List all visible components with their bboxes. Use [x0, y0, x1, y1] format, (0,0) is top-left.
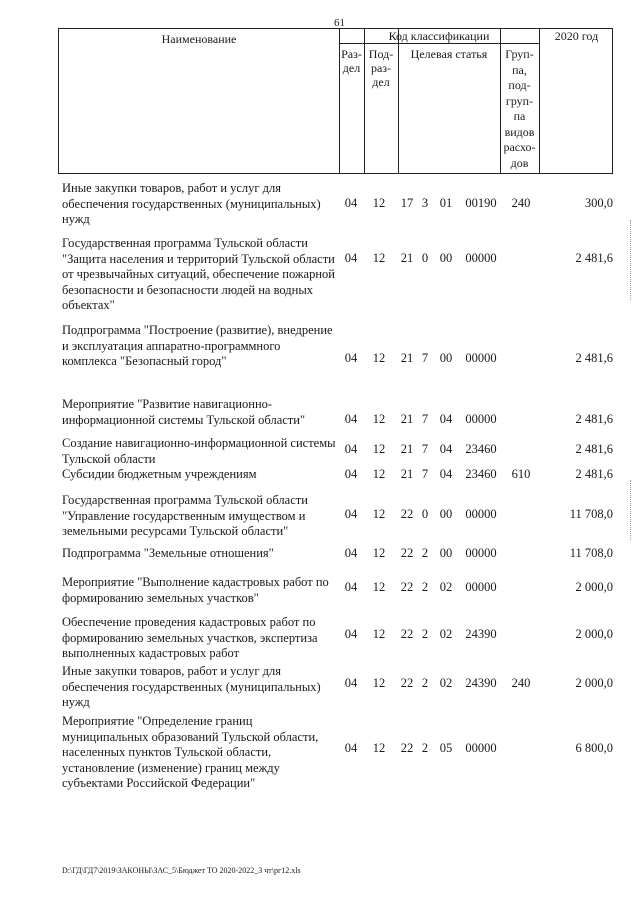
- row-code-pr: 12: [372, 467, 386, 481]
- row-code-c3: 00: [439, 507, 453, 521]
- row-amount: 6 800,0: [575, 741, 613, 755]
- row-code-rz: 04: [344, 507, 358, 521]
- row-code-rz: 04: [344, 546, 358, 560]
- row-amount: 2 481,6: [575, 442, 613, 456]
- row-code-c4: 24390: [465, 676, 497, 690]
- row-amount: 2 481,6: [575, 412, 613, 426]
- row-code-pr: 12: [372, 741, 386, 755]
- row-code-c3: 04: [439, 467, 453, 481]
- row-code-c2: 2: [421, 546, 429, 560]
- row-amount: 2 481,6: [575, 351, 613, 365]
- row-amount: 2 000,0: [575, 580, 613, 594]
- row-code-c2: 0: [421, 251, 429, 265]
- row-code-c2: 2: [421, 741, 429, 755]
- row-code-c4: 00000: [465, 251, 497, 265]
- row-code-rz: 04: [344, 627, 358, 641]
- row-code-rz: 04: [344, 251, 358, 265]
- scan-mark: [630, 480, 632, 540]
- row-code-c3: 00: [439, 251, 453, 265]
- row-code-c4: 00000: [465, 507, 497, 521]
- row-code-c1: 21: [400, 251, 414, 265]
- row-code-rz: 04: [344, 467, 358, 481]
- row-name: Мероприятие "Развитие навигационно-информационной системы Тульской области": [62, 397, 306, 427]
- row-code-c1: 22: [400, 546, 414, 560]
- row-code-c3: 00: [439, 546, 453, 560]
- row-amount: 300,0: [584, 196, 613, 210]
- row-code-c4: 23460: [465, 467, 497, 481]
- row-amount: 11 708,0: [569, 546, 613, 560]
- row-name: Мероприятие "Выполнение кадастровых работ по формированию земельных участков": [62, 575, 329, 605]
- row-code-rz: 04: [344, 442, 358, 456]
- row-name: Создание навигационно-информационной системы Тульской области: [62, 436, 336, 466]
- row-code-c2: 2: [421, 627, 429, 641]
- row-code-c4: 23460: [465, 442, 497, 456]
- row-code-c1: 22: [400, 676, 414, 690]
- row-code-c1: 21: [400, 351, 414, 365]
- row-code-pr: 12: [372, 442, 386, 456]
- row-code-c3: 02: [439, 627, 453, 641]
- row-code-pr: 12: [372, 627, 386, 641]
- row-code-c3: 01: [439, 196, 453, 210]
- row-code-pr: 12: [372, 251, 386, 265]
- row-amount: 2 481,6: [575, 251, 613, 265]
- row-code-vr: 240: [511, 676, 531, 690]
- row-code-c3: 02: [439, 580, 453, 594]
- row-code-c1: 21: [400, 412, 414, 426]
- row-code-c3: 00: [439, 351, 453, 365]
- row-name: Иные закупки товаров, работ и услуг для обеспечения государственных (муниципальных) нужд: [62, 664, 321, 709]
- row-code-c3: 04: [439, 442, 453, 456]
- row-code-c2: 2: [421, 676, 429, 690]
- row-code-c1: 21: [400, 467, 414, 481]
- row-code-vr: 240: [511, 196, 531, 210]
- row-code-rz: 04: [344, 676, 358, 690]
- row-code-c1: 21: [400, 442, 414, 456]
- row-code-c2: 7: [421, 412, 429, 426]
- row-name: Подпрограмма "Построение (развитие), внедрение и эксплуатация аппаратно-программного комплекса "Безопасный город": [62, 323, 333, 368]
- row-name: Государственная программа Тульской области "Управление государственным имуществом и земельными ресурсами Тульской области": [62, 493, 308, 538]
- row-code-pr: 12: [372, 507, 386, 521]
- row-code-vr: 610: [511, 467, 531, 481]
- row-code-rz: 04: [344, 351, 358, 365]
- row-code-c2: 0: [421, 507, 429, 521]
- row-code-pr: 12: [372, 412, 386, 426]
- row-code-c2: 7: [421, 442, 429, 456]
- row-code-c3: 02: [439, 676, 453, 690]
- row-code-c1: 22: [400, 507, 414, 521]
- row-amount: 2 000,0: [575, 627, 613, 641]
- row-code-c1: 22: [400, 627, 414, 641]
- row-code-c2: 7: [421, 467, 429, 481]
- header-razdel: Раз- дел: [341, 47, 362, 75]
- row-name: Мероприятие "Определение границ муниципальных образований Тульской области, населенных пунктов Тульской области, установление (изменение) границ между субъектами Российской Федерации": [62, 714, 319, 790]
- row-code-c3: 05: [439, 741, 453, 755]
- row-amount: 11 708,0: [569, 507, 613, 521]
- row-code-c4: 00000: [465, 546, 497, 560]
- row-name: Подпрограмма "Земельные отношения": [62, 546, 274, 560]
- row-code-rz: 04: [344, 412, 358, 426]
- header-target: Целевая статья: [410, 47, 488, 61]
- row-code-c1: 17: [400, 196, 414, 210]
- row-name: Государственная программа Тульской области "Защита населения и территорий Тульской области от чрезвычайных ситуаций, обеспечение пожарной безопасности и безопасности людей на водных объектах": [62, 236, 335, 312]
- header-code: Код классификации: [388, 29, 490, 43]
- row-code-c4: 00000: [465, 412, 497, 426]
- row-code-c4: 00000: [465, 741, 497, 755]
- header-group: Груп- па, под- груп- па видов расхо- дов: [503, 47, 536, 170]
- row-code-c2: 3: [421, 196, 429, 210]
- row-code-c4: 24390: [465, 627, 497, 641]
- row-code-c1: 22: [400, 741, 414, 755]
- row-code-c3: 04: [439, 412, 453, 426]
- row-code-c2: 2: [421, 580, 429, 594]
- row-name: Субсидии бюджетным учреждениям: [62, 467, 257, 481]
- header-year: 2020 год: [554, 29, 599, 43]
- row-code-pr: 12: [372, 196, 386, 210]
- row-code-pr: 12: [372, 546, 386, 560]
- page-number: 61: [334, 17, 345, 29]
- table-header: [58, 28, 613, 174]
- row-code-rz: 04: [344, 741, 358, 755]
- row-code-c1: 22: [400, 580, 414, 594]
- row-amount: 2 481,6: [575, 467, 613, 481]
- row-code-c4: 00190: [465, 196, 497, 210]
- row-code-pr: 12: [372, 676, 386, 690]
- row-amount: 2 000,0: [575, 676, 613, 690]
- header-name: Наименование: [161, 32, 237, 46]
- row-code-c4: 00000: [465, 580, 497, 594]
- row-code-rz: 04: [344, 196, 358, 210]
- row-code-pr: 12: [372, 580, 386, 594]
- row-code-pr: 12: [372, 351, 386, 365]
- header-podrazdel: Под- раз- дел: [368, 47, 394, 89]
- file-path-footer: D:\ГД\ГД7\2019\ЗАКОНЫ\ЗАС_5\Бюджет ТО 2020-2022_3 чт\рг12.xls: [62, 866, 301, 875]
- row-code-c4: 00000: [465, 351, 497, 365]
- row-name: Обеспечение проведения кадастровых работ по формированию земельных участков, экспертиза выполненных кадастровых работ: [62, 615, 318, 660]
- row-code-rz: 04: [344, 580, 358, 594]
- row-code-c2: 7: [421, 351, 429, 365]
- scan-mark: [630, 220, 632, 300]
- row-name: Иные закупки товаров, работ и услуг для обеспечения государственных (муниципальных) нужд: [62, 181, 321, 226]
